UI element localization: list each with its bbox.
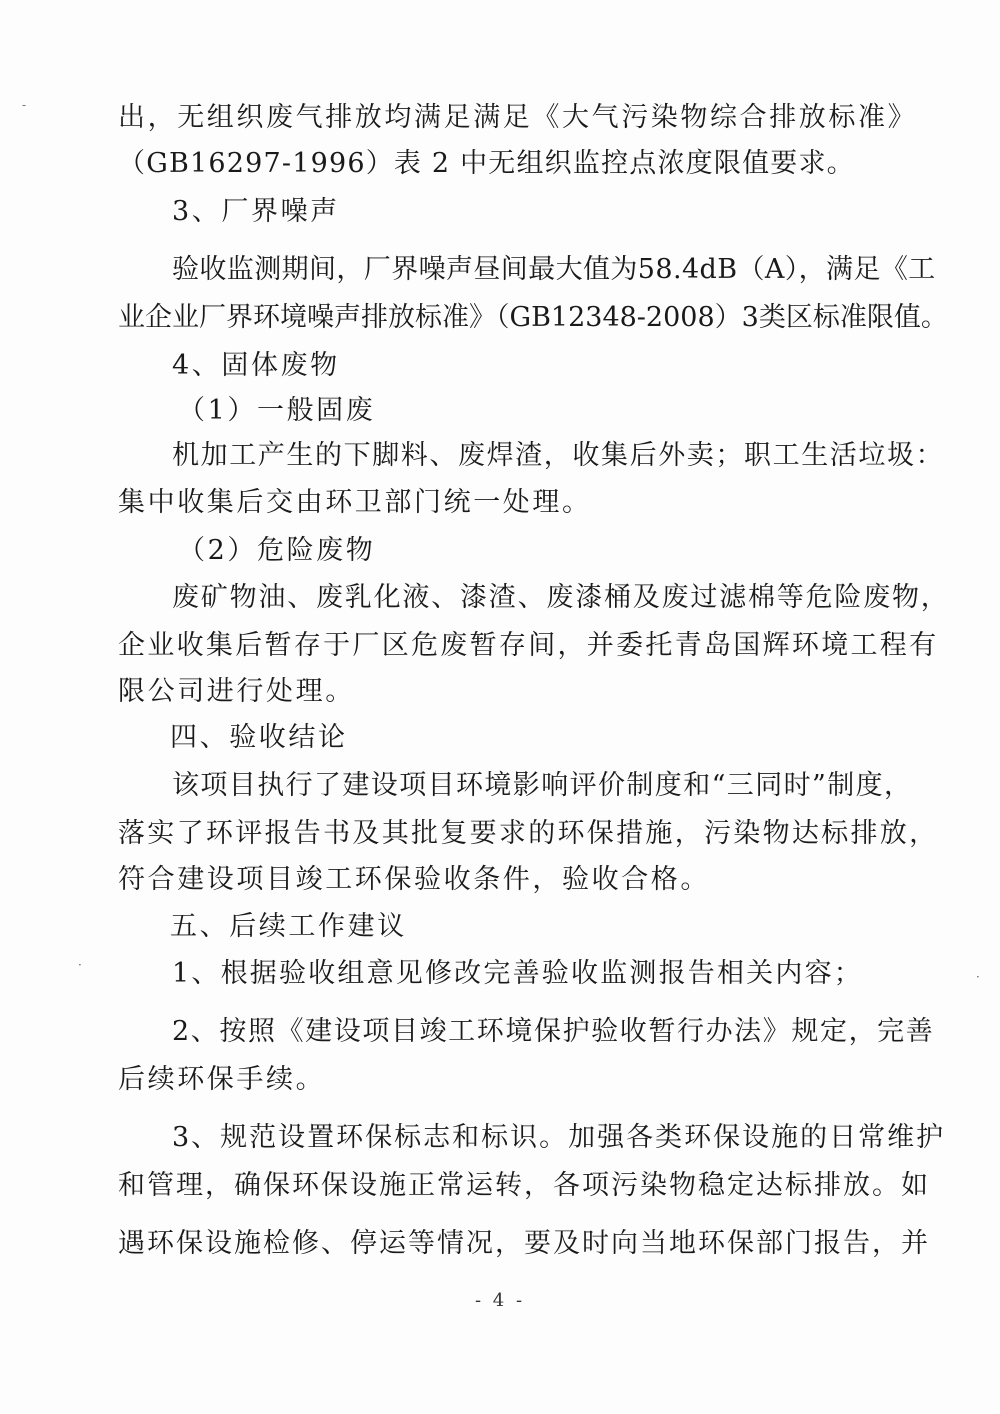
section-heading: 五、后续工作建议 bbox=[170, 911, 407, 942]
text-line: 出，无组织废气排放均满足满足《大气污染物综合排放标准》 bbox=[118, 102, 918, 133]
text-line: 验收监测期间，厂界噪声昼间最大值为58.4dB（A），满足《工 bbox=[172, 254, 936, 285]
text-line: 1、根据验收组意见修改完善验收监测报告相关内容； bbox=[172, 958, 863, 989]
section-heading: 4、固体废物 bbox=[172, 350, 340, 381]
scan-speck: - bbox=[22, 98, 27, 112]
text-line: 落实了环评报告书及其批复要求的环保措施，污染物达标排放， bbox=[118, 818, 939, 849]
section-heading: 3、厂界噪声 bbox=[172, 196, 340, 227]
text-line: 企业收集后暂存于厂区危废暂存间，并委托青岛国辉环境工程有 bbox=[118, 630, 939, 661]
text-line: 机加工产生的下脚料、废焊渣，收集后外卖；职工生活垃圾： bbox=[172, 440, 945, 471]
subsection-heading: （2）危险废物 bbox=[178, 535, 376, 566]
text-line: 2、按照《建设项目竣工环境保护验收暂行办法》规定，完善 bbox=[172, 1016, 935, 1047]
text-line: 符合建设项目竣工环保验收条件，验收合格。 bbox=[118, 864, 710, 895]
scan-speck: · bbox=[78, 958, 82, 972]
text-line: 后续环保手续。 bbox=[118, 1064, 326, 1095]
text-line: 业企业厂界环境噪声排放标准》（GB12348-2008）3类区标准限值。 bbox=[118, 302, 948, 333]
text-line: 集中收集后交由环卫部门统一处理。 bbox=[118, 487, 592, 518]
text-line: 限公司进行处理。 bbox=[118, 676, 355, 707]
scan-speck: · bbox=[976, 970, 980, 984]
page-number: - 4 - bbox=[474, 1290, 526, 1311]
text-line: 废矿物油、废乳化液、漆渣、废漆桶及废过滤棉等危险废物， bbox=[172, 582, 950, 613]
text-line: 该项目执行了建设项目环境影响评价制度和“三同时”制度， bbox=[172, 770, 913, 801]
text-line: 3、规范设置环保标志和标识。加强各类环保设施的日常维护 bbox=[172, 1122, 946, 1153]
text-line: 遇环保设施检修、停运等情况，要及时向当地环保部门报告，并 bbox=[118, 1228, 930, 1259]
text-line: （GB16297-1996）表 2 中无组织监控点浓度限值要求。 bbox=[118, 148, 855, 179]
text-line: 和管理，确保环保设施正常运转，各项污染物稳定达标排放。如 bbox=[118, 1170, 930, 1201]
subsection-heading: （1）一般固废 bbox=[178, 395, 376, 426]
section-heading: 四、验收结论 bbox=[170, 722, 348, 753]
